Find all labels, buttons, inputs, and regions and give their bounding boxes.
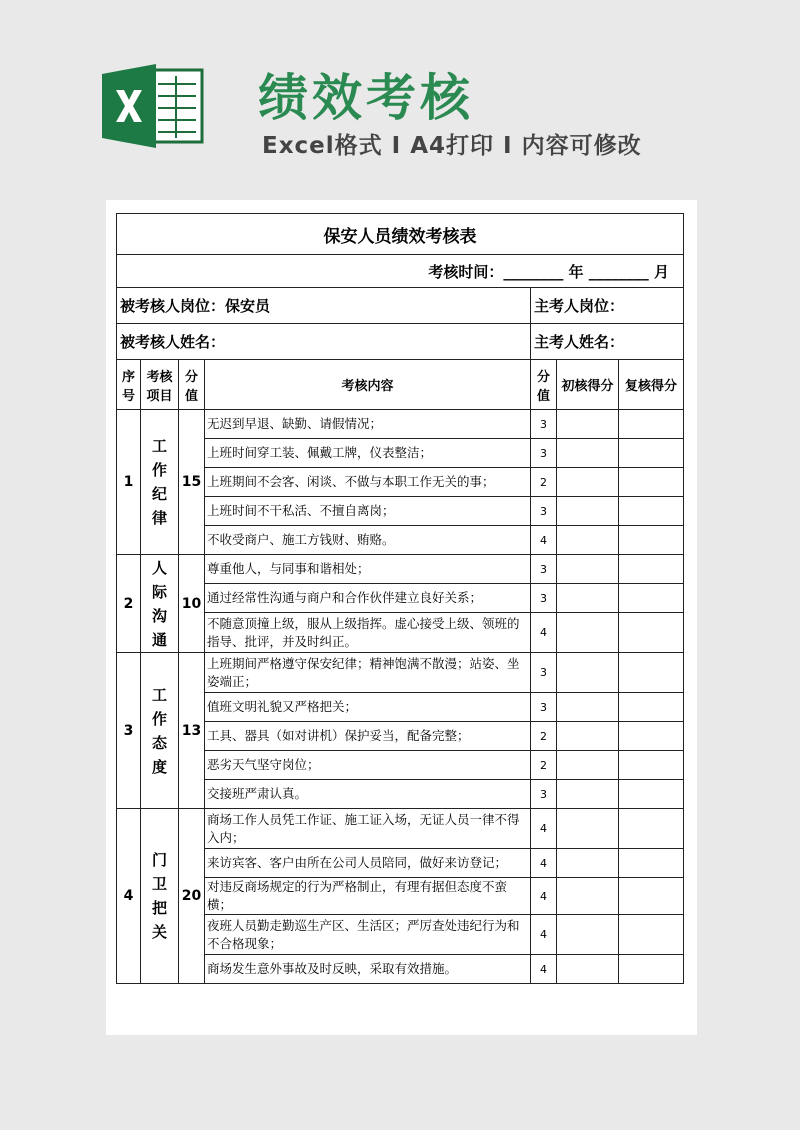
first-score-cell[interactable] [557,915,619,955]
review-score-cell[interactable] [619,410,684,439]
first-score-cell[interactable] [557,849,619,878]
criterion-text: 交接班严肃认真。 [205,780,531,809]
first-score-cell[interactable] [557,613,619,653]
table-row [117,555,684,584]
banner-title: 绩效考核 [258,69,474,127]
first-score-cell[interactable] [557,584,619,613]
criterion-points: 4 [531,955,557,984]
criterion-points: 2 [531,468,557,497]
group-score: 10 [179,555,205,653]
first-score-cell[interactable] [557,955,619,984]
first-score-cell[interactable] [557,693,619,722]
header-score: 分 值 [179,360,205,410]
criterion-points: 4 [531,809,557,849]
group-item: 工 作 态 度 [141,653,179,809]
banner-subtitle: Excel格式 I A4打印 I 内容可修改 [262,133,642,159]
criterion-points: 3 [531,693,557,722]
name-label: 被考核人姓名： [117,324,531,360]
criterion-points: 3 [531,497,557,526]
criterion-text: 不随意顶撞上级，服从上级指挥。虚心接受上级、领班的指导、批评，并及时纠正。 [205,613,531,653]
review-score-cell[interactable] [619,915,684,955]
first-score-cell[interactable] [557,653,619,693]
header-item: 考核 项目 [141,360,179,410]
review-score-cell[interactable] [619,751,684,780]
criterion-text: 无迟到早退、缺勤、请假情况； [205,410,531,439]
first-score-cell[interactable] [557,468,619,497]
review-score-cell[interactable] [619,555,684,584]
first-score-cell[interactable] [557,878,619,915]
table-header-row [117,360,684,410]
supervisor-position-label: 主考人岗位： [531,288,684,324]
header-first: 初核得分 [557,360,619,410]
criterion-points: 3 [531,653,557,693]
criterion-text: 对违反商场规定的行为严格制止，有理有据但态度不蛮横； [205,878,531,915]
criterion-text: 尊重他人，与同事和谐相处； [205,555,531,584]
group-seq: 4 [117,809,141,984]
group-score: 20 [179,809,205,984]
review-score-cell[interactable] [619,849,684,878]
table-row [117,410,684,439]
criterion-text: 通过经常性沟通与商户和合作伙伴建立良好关系； [205,584,531,613]
header-content: 考核内容 [205,360,531,410]
criterion-text: 恶劣天气坚守岗位； [205,751,531,780]
table-row [117,809,684,849]
criterion-points: 4 [531,878,557,915]
group-item: 人 际 沟 通 [141,555,179,653]
excel-logo-icon [98,62,206,154]
first-score-cell[interactable] [557,439,619,468]
document-sheet [106,200,697,1035]
position-label: 被考核人岗位：保安员 [117,288,531,324]
first-score-cell[interactable] [557,780,619,809]
criterion-points: 3 [531,555,557,584]
review-score-cell[interactable] [619,584,684,613]
first-score-cell[interactable] [557,526,619,555]
review-score-cell[interactable] [619,497,684,526]
group-score: 15 [179,410,205,555]
time-line[interactable]: 考核时间：________ 年 ________ 月 [117,255,684,288]
header-seq: 序 号 [117,360,141,410]
group-item: 门 卫 把 关 [141,809,179,984]
criterion-points: 2 [531,751,557,780]
first-score-cell[interactable] [557,751,619,780]
header-review: 复核得分 [619,360,684,410]
table-row [117,653,684,693]
criterion-text: 上班时间穿工装、佩戴工牌，仪表整洁； [205,439,531,468]
criterion-points: 4 [531,915,557,955]
review-score-cell[interactable] [619,439,684,468]
review-score-cell[interactable] [619,809,684,849]
first-score-cell[interactable] [557,410,619,439]
first-score-cell[interactable] [557,722,619,751]
review-score-cell[interactable] [619,653,684,693]
review-score-cell[interactable] [619,780,684,809]
evaluation-table [116,213,684,984]
review-score-cell[interactable] [619,955,684,984]
criterion-text: 商场发生意外事故及时反映，采取有效措施。 [205,955,531,984]
group-seq: 3 [117,653,141,809]
criterion-text: 上班期间不会客、闲谈、不做与本职工作无关的事； [205,468,531,497]
criterion-points: 3 [531,584,557,613]
supervisor-name-label: 主考人姓名： [531,324,684,360]
group-seq: 1 [117,410,141,555]
criterion-text: 值班文明礼貌又严格把关； [205,693,531,722]
criterion-text: 不收受商户、施工方钱财、贿赂。 [205,526,531,555]
group-seq: 2 [117,555,141,653]
criterion-points: 4 [531,613,557,653]
criterion-points: 4 [531,849,557,878]
criterion-points: 4 [531,526,557,555]
criterion-points: 2 [531,722,557,751]
criterion-text: 上班期间严格遵守保安纪律；精神饱满不散漫；站姿、坐姿端正； [205,653,531,693]
group-item: 工 作 纪 律 [141,410,179,555]
banner [0,0,800,190]
first-score-cell[interactable] [557,497,619,526]
criterion-text: 夜班人员勤走勤巡生产区、生活区；严厉查处违纪行为和不合格现象； [205,915,531,955]
header-points: 分 值 [531,360,557,410]
review-score-cell[interactable] [619,526,684,555]
first-score-cell[interactable] [557,809,619,849]
criterion-points: 3 [531,439,557,468]
review-score-cell[interactable] [619,693,684,722]
criterion-points: 3 [531,410,557,439]
criterion-text: 来访宾客、客户由所在公司人员陪同，做好来访登记； [205,849,531,878]
review-score-cell[interactable] [619,878,684,915]
criterion-points: 3 [531,780,557,809]
review-score-cell[interactable] [619,722,684,751]
review-score-cell[interactable] [619,613,684,653]
criterion-text: 上班时间不干私活、不擅自离岗； [205,497,531,526]
first-score-cell[interactable] [557,555,619,584]
criterion-text: 工具、器具（如对讲机）保护妥当，配备完整； [205,722,531,751]
review-score-cell[interactable] [619,468,684,497]
group-score: 13 [179,653,205,809]
criterion-text: 商场工作人员凭工作证、施工证入场，无证人员一律不得入内； [205,809,531,849]
document-title: 保安人员绩效考核表 [117,214,684,255]
